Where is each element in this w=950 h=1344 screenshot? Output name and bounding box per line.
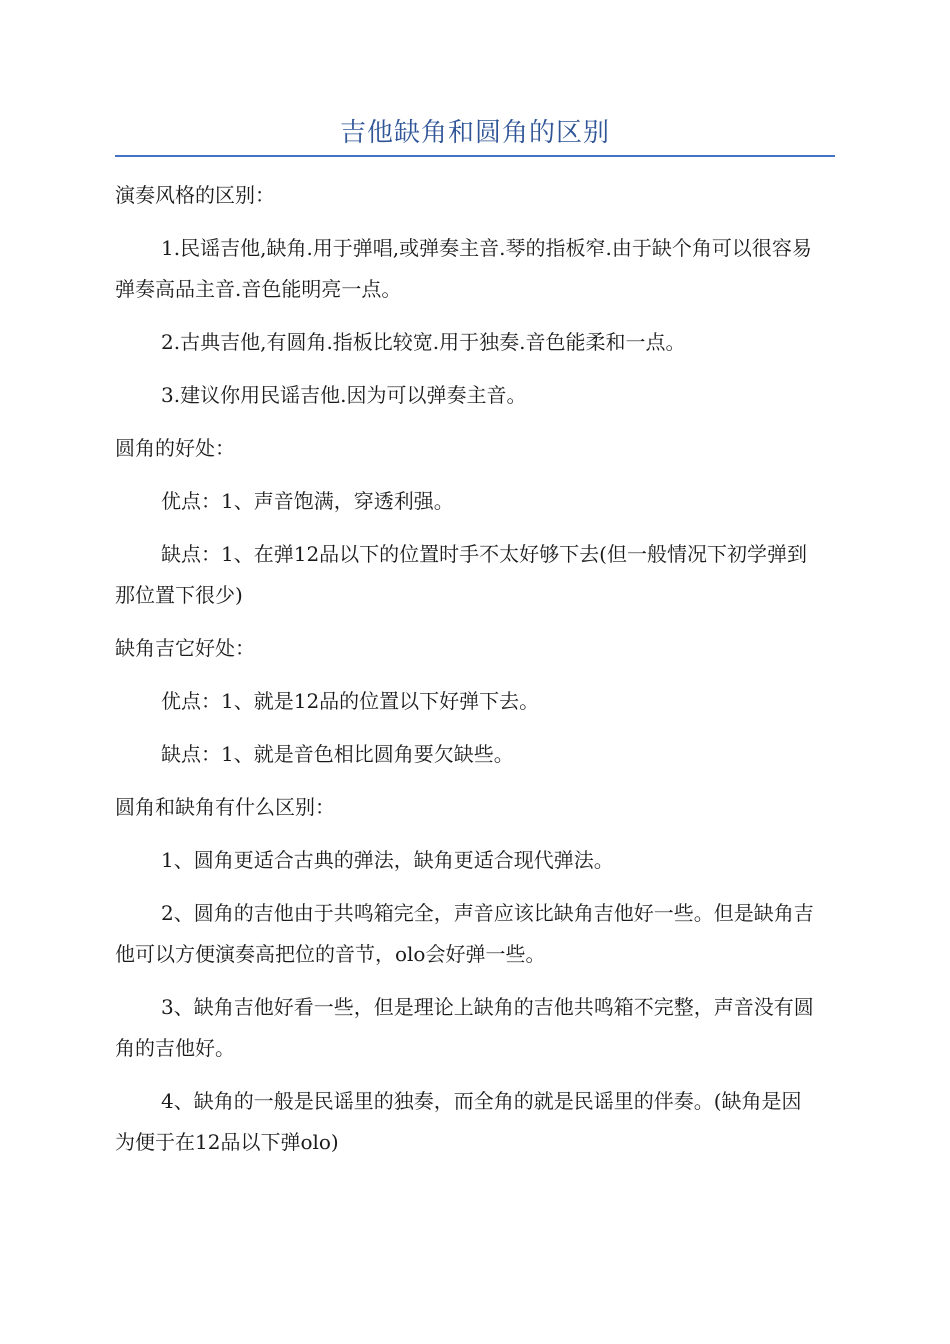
- paragraph-recommendation: 3.建议你用民谣吉他.因为可以弹奏主音。: [161, 383, 527, 407]
- section-heading-play-style: 演奏风格的区别：: [115, 183, 275, 207]
- paragraph-round-pros: 优点：1、声音饱满，穿透利强。: [161, 489, 454, 513]
- paragraph-folk-guitar: 1.民谣吉他,缺角.用于弹唱,或弹奏主音.琴的指板窄.由于缺个角可以很容易弹奏高品主音.音色能明亮一点。: [115, 236, 812, 301]
- section-heading-round-benefits: 圆角的好处：: [115, 436, 235, 460]
- paragraph-round-cons: 缺点：1、在弹12品以下的位置时手不太好够下去(但一般情况下初学弹到那位置下很少): [115, 542, 807, 607]
- paragraph-cutaway-pros: 优点：1、就是12品的位置以下好弹下去。: [161, 689, 540, 713]
- paragraph-cutaway-cons: 缺点：1、就是音色相比圆角要欠缺些。: [161, 742, 514, 766]
- paragraph-difference-4: 4、缺角的一般是民谣里的独奏，而全角的就是民谣里的伴奏。(缺角是因为便于在12品以下弹olo): [115, 1089, 802, 1154]
- page-title: 吉他缺角和圆角的区别: [339, 118, 610, 148]
- section-heading-differences: 圆角和缺角有什么区别：: [115, 795, 335, 819]
- paragraph-difference-1: 1、圆角更适合古典的弹法，缺角更适合现代弹法。: [161, 848, 614, 872]
- section-heading-cutaway-benefits: 缺角吉它好处：: [115, 636, 255, 660]
- paragraph-difference-3: 3、缺角吉他好看一些，但是理论上缺角的吉他共鸣箱不完整，声音没有圆角的吉他好。: [115, 995, 814, 1060]
- title-underline: [115, 155, 835, 157]
- document-body: [115, 175, 820, 1175]
- paragraph-difference-2: 2、圆角的吉他由于共鸣箱完全，声音应该比缺角吉他好一些。但是缺角吉他可以方便演奏高把位的音节，olo会好弹一些。: [115, 901, 814, 966]
- paragraph-classical-guitar: 2.古典吉他,有圆角.指板比较宽.用于独奏.音色能柔和一点。: [161, 330, 686, 354]
